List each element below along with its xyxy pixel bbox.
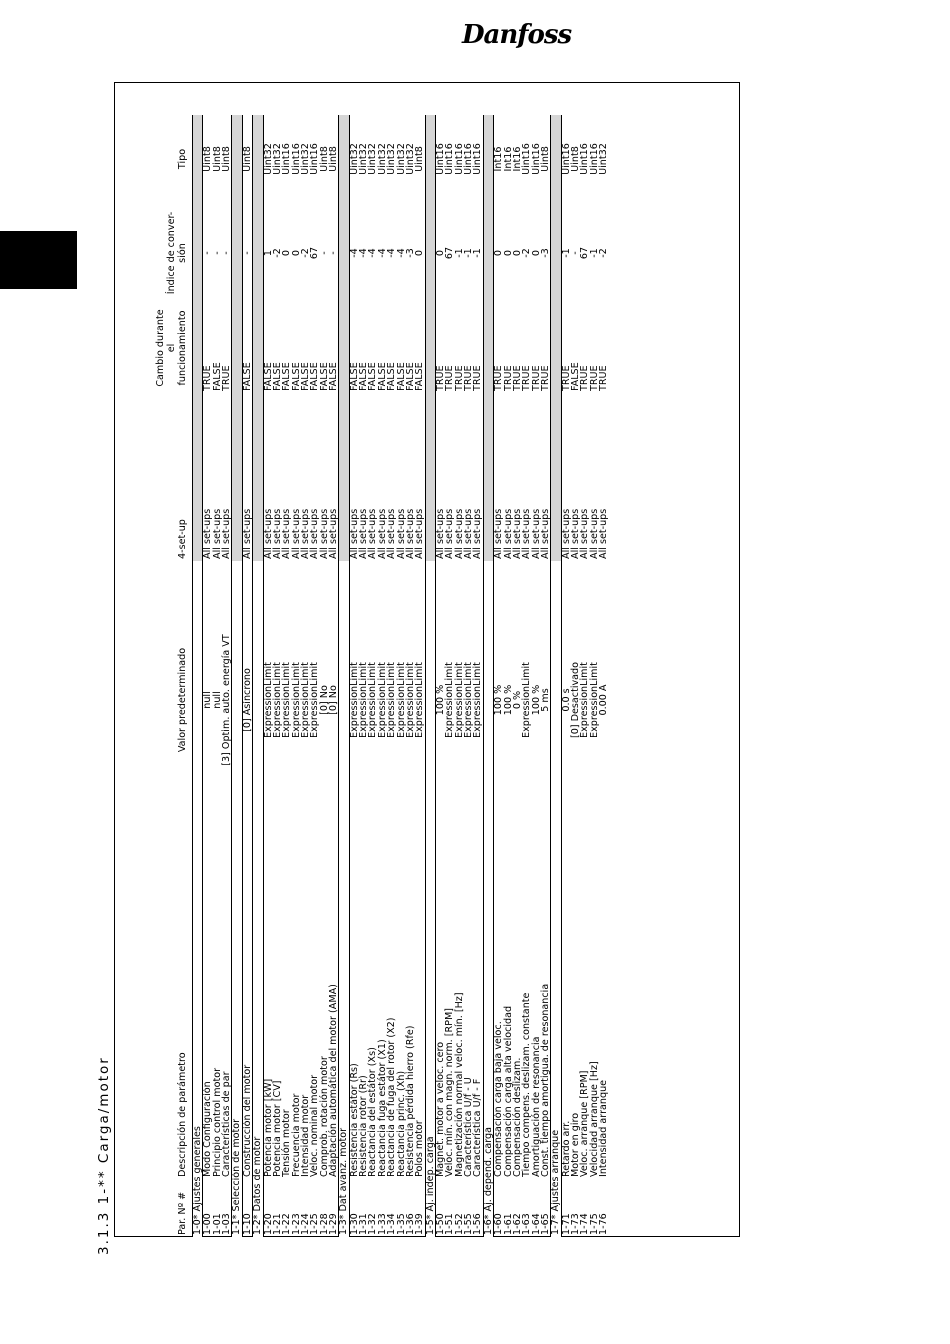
cell-type: Uint32 (358, 143, 370, 175)
cell-conv: 1 (262, 249, 274, 257)
cell-par: 1-60 (493, 1213, 505, 1235)
group-row (193, 115, 203, 1237)
table-row (222, 115, 232, 1237)
parameter-table (148, 115, 608, 1237)
cell-desc: Frecuencia motor (290, 1093, 302, 1177)
cell-change: FALSE (299, 362, 311, 391)
cell-conv: - (202, 251, 214, 255)
cell-type: Uint32 (271, 143, 283, 175)
cell-type: Uint32 (367, 143, 379, 175)
cell-type: Int16 (493, 146, 505, 172)
group-label: 1-5* Aj. indep. carga (425, 561, 435, 1237)
cell-conv: 0 (281, 249, 293, 257)
cell-conv: -4 (358, 248, 370, 258)
cell-desc: Potencia motor [CV] (271, 1080, 283, 1177)
section-title: 3.1.3 1-** Carga/motor (96, 1056, 112, 1255)
cell-change: TRUE (463, 365, 475, 391)
cell-default: 0.00 A (598, 684, 610, 716)
cell-desc: Característica U/f - F (472, 1078, 484, 1177)
cell-conv: -4 (367, 248, 379, 258)
group-row (551, 115, 561, 1237)
table-row (415, 115, 425, 1237)
cell-conv: -1 (560, 248, 572, 258)
cell-type: Uint16 (453, 143, 465, 175)
header-setups: 4-set-up (177, 519, 188, 559)
cell-default: ExpressionLimit (404, 662, 416, 738)
cell-par: 1-20 (262, 1213, 274, 1235)
group-row (253, 115, 263, 1237)
cell-type: Uint32 (404, 143, 416, 175)
table-row (599, 115, 608, 1237)
cell-conv: -4 (395, 248, 407, 258)
cell-change: TRUE (453, 365, 465, 391)
cell-par: 1-64 (530, 1213, 542, 1235)
cell-desc: Comprob. rotación motor (318, 1056, 330, 1177)
header-desc: Descripción de parámetro (177, 1052, 188, 1177)
cell-desc: Const. tiempo amortigua. de resonancia (539, 983, 551, 1177)
cell-change: FALSE (404, 362, 416, 391)
cell-par: 1-51 (444, 1213, 456, 1235)
group-shade (232, 115, 242, 561)
cell-desc: Principio control motor (211, 1067, 223, 1177)
cell-setups: All set-ups (241, 508, 253, 559)
cell-desc: Intensidad motor (299, 1094, 311, 1177)
cell-change: FALSE (318, 362, 330, 391)
cell-desc: Resistencia pérdida hierro (Rfe) (404, 1025, 416, 1177)
group-row (232, 115, 242, 1237)
cell-type: Uint8 (414, 146, 426, 172)
cell-change: FALSE (386, 362, 398, 391)
cell-type: Uint16 (463, 143, 475, 175)
cell-setups: All set-ups (539, 508, 551, 559)
cell-type: Uint16 (309, 143, 321, 175)
cell-par: 1-34 (386, 1213, 398, 1235)
cell-change: FALSE (241, 362, 253, 391)
cell-par: 1-65 (539, 1213, 551, 1235)
cell-change: TRUE (444, 365, 456, 391)
cell-conv: - (318, 251, 330, 255)
cell-type: Int16 (511, 146, 523, 172)
cell-type: Uint8 (318, 146, 330, 172)
cell-default: null (202, 691, 214, 709)
group-shade (551, 115, 561, 561)
cell-desc: Polos motor (414, 1120, 426, 1177)
cell-par: 1-23 (290, 1213, 302, 1235)
cell-change: TRUE (221, 365, 233, 391)
group-label: 1-3* Dat avanz. motor (339, 561, 349, 1237)
cell-conv: 0 (434, 249, 446, 257)
cell-conv: 0 (493, 249, 505, 257)
cell-type: Uint8 (570, 146, 582, 172)
cell-desc: Modo Configuración (202, 1081, 214, 1177)
group-label: 1-2* Datos de motor (253, 561, 263, 1237)
cell-type: Uint8 (328, 146, 340, 172)
group-shade (425, 115, 435, 561)
cell-par: 1-22 (281, 1213, 293, 1235)
cell-change: TRUE (493, 365, 505, 391)
cell-conv: -1 (463, 248, 475, 258)
cell-setups: All set-ups (502, 508, 514, 559)
cell-par: 1-35 (395, 1213, 407, 1235)
cell-conv: 67 (309, 246, 321, 260)
cell-setups: All set-ups (299, 508, 311, 559)
cell-desc: Veloc. mín. con magn. norm. [RPM] (444, 1008, 456, 1177)
cell-change: TRUE (539, 365, 551, 391)
cell-default: ExpressionLimit (444, 662, 456, 738)
cell-par: 1-63 (521, 1213, 533, 1235)
cell-conv: - (241, 251, 253, 255)
cell-default: [0] No (328, 685, 340, 715)
cell-type: Uint8 (221, 146, 233, 172)
cell-default: ExpressionLimit (521, 662, 533, 738)
header-conv: Índice de conver- sión (166, 211, 188, 295)
cell-change: TRUE (598, 365, 610, 391)
cell-desc: Magnet. motor a veloc. cero (434, 1041, 446, 1177)
cell-setups: All set-ups (202, 508, 214, 559)
cell-type: Uint16 (434, 143, 446, 175)
cell-conv: -1 (453, 248, 465, 258)
cell-default: [0] No (318, 685, 330, 715)
cell-desc: Retardo arr. (560, 1120, 572, 1177)
cell-default: ExpressionLimit (453, 662, 465, 738)
cell-default: 0 % (511, 690, 523, 710)
cell-desc: Compensación carga baja veloc. (493, 1021, 505, 1177)
cell-par: 1-31 (358, 1213, 370, 1235)
cell-type: Uint32 (348, 143, 360, 175)
group-label: 1-1* Selección de motor (232, 561, 242, 1237)
cell-setups: All set-ups (271, 508, 283, 559)
group-label: 1-7* Ajustes arranque (551, 561, 561, 1237)
header-default: Valor predeterminado (177, 647, 188, 753)
cell-setups: All set-ups (579, 508, 591, 559)
cell-default: ExpressionLimit (579, 662, 591, 738)
cell-default: ExpressionLimit (262, 662, 274, 738)
cell-setups: All set-ups (570, 508, 582, 559)
cell-setups: All set-ups (348, 508, 360, 559)
cell-par: 1-61 (502, 1213, 514, 1235)
cell-default: ExpressionLimit (309, 662, 321, 738)
cell-setups: All set-ups (493, 508, 505, 559)
cell-default: 100 % (493, 684, 505, 716)
cell-desc: Construcción del motor (241, 1064, 253, 1177)
cell-conv: -2 (271, 248, 283, 258)
cell-default: ExpressionLimit (290, 662, 302, 738)
cell-setups: All set-ups (386, 508, 398, 559)
cell-default: 5 ms (539, 688, 551, 712)
group-label: 1-0* Ajustes generales (193, 561, 203, 1237)
cell-setups: All set-ups (472, 508, 484, 559)
cell-par: 1-75 (588, 1213, 600, 1235)
header-change: Cambio durante el funcionamiento (155, 309, 188, 387)
cell-type: Uint32 (395, 143, 407, 175)
cell-setups: All set-ups (281, 508, 293, 559)
cell-conv: -1 (588, 248, 600, 258)
cell-setups: All set-ups (318, 508, 330, 559)
cell-conv: -2 (299, 248, 311, 258)
cell-conv: 0 (530, 249, 542, 257)
cell-conv: -3 (539, 248, 551, 258)
cell-change: FALSE (211, 362, 223, 391)
cell-conv: -2 (598, 248, 610, 258)
cell-change: FALSE (328, 362, 340, 391)
cell-desc: Adaptación automática del motor (AMA) (328, 984, 340, 1177)
cell-setups: All set-ups (404, 508, 416, 559)
cell-change: FALSE (271, 362, 283, 391)
cell-conv: - (570, 251, 582, 255)
cell-default: ExpressionLimit (348, 662, 360, 738)
cell-default: ExpressionLimit (376, 662, 388, 738)
header-type: Tipo (177, 148, 188, 170)
cell-conv: 0 (290, 249, 302, 257)
cell-par: 1-52 (453, 1213, 465, 1235)
cell-type: Uint16 (472, 143, 484, 175)
cell-type: Uint8 (211, 146, 223, 172)
cell-desc: Resistencia rotor (Rr) (358, 1075, 370, 1177)
group-shade (193, 115, 203, 561)
table-body (193, 115, 609, 1237)
group-shade (339, 115, 349, 561)
cell-type: Uint32 (262, 143, 274, 175)
cell-par: 1-01 (211, 1213, 223, 1235)
cell-change: TRUE (202, 365, 214, 391)
cell-change: FALSE (281, 362, 293, 391)
cell-type: Uint16 (281, 143, 293, 175)
cell-type: Uint32 (386, 143, 398, 175)
cell-par: 1-10 (241, 1213, 253, 1235)
cell-desc: Intensidad arranque (598, 1079, 610, 1177)
cell-default: 100 % (502, 684, 514, 716)
group-row (425, 115, 435, 1237)
cell-setups: All set-ups (358, 508, 370, 559)
cell-setups: All set-ups (376, 508, 388, 559)
cell-type: Uint8 (539, 146, 551, 172)
cell-conv: 0 (414, 249, 426, 257)
table-row (541, 115, 551, 1237)
cell-par: 1-03 (221, 1213, 233, 1235)
cell-par: 1-50 (434, 1213, 446, 1235)
cell-change: TRUE (472, 365, 484, 391)
cell-type: Uint16 (560, 143, 572, 175)
cell-par: 1-00 (202, 1213, 214, 1235)
cell-setups: All set-ups (290, 508, 302, 559)
cell-default: [0] Asíncrono (241, 668, 253, 732)
cell-type: Uint16 (579, 143, 591, 175)
cell-desc: Velocidad arranque [Hz] (588, 1061, 600, 1177)
cell-setups: All set-ups (444, 508, 456, 559)
cell-change: TRUE (560, 365, 572, 391)
cell-conv: - (211, 251, 223, 255)
cell-type: Uint32 (376, 143, 388, 175)
cell-default: ExpressionLimit (414, 662, 426, 738)
cell-setups: All set-ups (211, 508, 223, 559)
cell-conv: -3 (404, 248, 416, 258)
cell-desc: Potencia motor [kW] (262, 1078, 274, 1177)
cell-par: 1-73 (570, 1213, 582, 1235)
cell-change: FALSE (348, 362, 360, 391)
cell-par: 1-33 (376, 1213, 388, 1235)
cell-conv: 67 (579, 246, 591, 260)
cell-desc: Magnetización normal veloc. mín. [Hz] (453, 992, 465, 1177)
cell-change: FALSE (367, 362, 379, 391)
cell-default: [0] Desactivado (570, 661, 582, 739)
cell-change: TRUE (579, 365, 591, 391)
cell-par: 1-74 (579, 1213, 591, 1235)
table-header-row (148, 115, 193, 1237)
cell-setups: All set-ups (511, 508, 523, 559)
cell-conv: -1 (472, 248, 484, 258)
cell-conv: -2 (521, 248, 533, 258)
cell-default: ExpressionLimit (463, 662, 475, 738)
cell-desc: Reactancia fuga estátor (X1) (376, 1039, 388, 1177)
cell-type: Uint32 (299, 143, 311, 175)
cell-setups: All set-ups (598, 508, 610, 559)
cell-desc: Veloc. nominal motor (309, 1074, 321, 1177)
cell-default: 100 % (434, 684, 446, 716)
cell-par: 1-24 (299, 1213, 311, 1235)
cell-par: 1-28 (318, 1213, 330, 1235)
cell-par: 1-56 (472, 1213, 484, 1235)
cell-type: Uint8 (202, 146, 214, 172)
cell-default: ExpressionLimit (358, 662, 370, 738)
cell-type: Uint32 (598, 143, 610, 175)
cell-desc: Tensión motor (281, 1109, 293, 1177)
logo-text: Danfoss (462, 20, 572, 50)
cell-setups: All set-ups (588, 508, 600, 559)
cell-setups: All set-ups (221, 508, 233, 559)
cell-default: ExpressionLimit (271, 662, 283, 738)
table-row (473, 115, 483, 1237)
cell-change: FALSE (290, 362, 302, 391)
cell-type: Uint16 (588, 143, 600, 175)
cell-change: TRUE (588, 365, 600, 391)
chapter-tab-marker (0, 231, 77, 289)
cell-par: 1-32 (367, 1213, 379, 1235)
cell-par: 1-76 (598, 1213, 610, 1235)
cell-type: Uint16 (530, 143, 542, 175)
group-shade (483, 115, 493, 561)
cell-par: 1-21 (271, 1213, 283, 1235)
cell-desc: Característica U/f - U (463, 1077, 475, 1177)
cell-par: 1-25 (309, 1213, 321, 1235)
cell-conv: -4 (348, 248, 360, 258)
cell-setups: All set-ups (309, 508, 321, 559)
cell-setups: All set-ups (434, 508, 446, 559)
cell-setups: All set-ups (521, 508, 533, 559)
cell-change: TRUE (434, 365, 446, 391)
cell-desc: Compensación carga alta velocidad (502, 1005, 514, 1177)
cell-setups: All set-ups (262, 508, 274, 559)
cell-default: ExpressionLimit (281, 662, 293, 738)
cell-type: Uint16 (521, 143, 533, 175)
danfoss-logo (462, 14, 572, 56)
cell-default: ExpressionLimit (367, 662, 379, 738)
cell-change: TRUE (530, 365, 542, 391)
cell-setups: All set-ups (463, 508, 475, 559)
cell-conv: 0 (502, 249, 514, 257)
cell-par: 1-71 (560, 1213, 572, 1235)
cell-default: [3] Optim. auto. energía VT (221, 634, 233, 766)
cell-desc: Características de par (221, 1071, 233, 1177)
cell-conv: - (221, 251, 233, 255)
cell-default: ExpressionLimit (386, 662, 398, 738)
rotated-content (94, 95, 744, 1255)
cell-desc: Reactancia del estátor (Xs) (367, 1047, 379, 1177)
group-label: 1-6* Aj. depend. carga (483, 561, 493, 1237)
cell-conv: - (328, 251, 340, 255)
cell-par: 1-30 (348, 1213, 360, 1235)
cell-desc: Veloc. arranque [RPM] (579, 1070, 591, 1177)
cell-default: ExpressionLimit (472, 662, 484, 738)
cell-type: Uint8 (241, 146, 253, 172)
cell-desc: Compensación deslizam. (511, 1057, 523, 1177)
cell-desc: Reactancia de fuga del rotor (X2) (386, 1017, 398, 1177)
group-shade (253, 115, 263, 561)
cell-change: FALSE (414, 362, 426, 391)
header-par: Par. Nº # (177, 1191, 188, 1235)
cell-setups: All set-ups (367, 508, 379, 559)
cell-par: 1-29 (328, 1213, 340, 1235)
cell-type: Uint16 (444, 143, 456, 175)
table-row (329, 115, 339, 1237)
table-row (590, 115, 599, 1237)
cell-setups: All set-ups (530, 508, 542, 559)
cell-change: FALSE (570, 362, 582, 391)
cell-change: FALSE (309, 362, 321, 391)
cell-desc: Amortiguación de resonancia (530, 1036, 542, 1177)
cell-change: TRUE (511, 365, 523, 391)
cell-desc: Resistencia estátor (Rs) (348, 1063, 360, 1177)
cell-change: FALSE (395, 362, 407, 391)
cell-change: FALSE (358, 362, 370, 391)
cell-par: 1-62 (511, 1213, 523, 1235)
cell-change: TRUE (502, 365, 514, 391)
cell-desc: Motor en giro (570, 1112, 582, 1177)
cell-default: 100 % (530, 684, 542, 716)
table-row (242, 115, 252, 1237)
cell-setups: All set-ups (560, 508, 572, 559)
cell-conv: -4 (376, 248, 388, 258)
cell-setups: All set-ups (414, 508, 426, 559)
cell-type: Int16 (502, 146, 514, 172)
cell-change: TRUE (521, 365, 533, 391)
cell-default: ExpressionLimit (299, 662, 311, 738)
cell-desc: Reactancia princ. (Xh) (395, 1070, 407, 1177)
cell-change: FALSE (376, 362, 388, 391)
cell-conv: 0 (511, 249, 523, 257)
cell-setups: All set-ups (453, 508, 465, 559)
cell-setups: All set-ups (395, 508, 407, 559)
cell-conv: 67 (444, 246, 456, 260)
cell-change: FALSE (262, 362, 274, 391)
cell-par: 1-55 (463, 1213, 475, 1235)
cell-default: ExpressionLimit (395, 662, 407, 738)
cell-type: Uint16 (290, 143, 302, 175)
cell-setups: All set-ups (328, 508, 340, 559)
cell-desc: Tiempo compens. deslizam. constante (521, 992, 533, 1177)
group-row (339, 115, 349, 1237)
cell-default: ExpressionLimit (588, 662, 600, 738)
cell-conv: -4 (386, 248, 398, 258)
cell-par: 1-39 (414, 1213, 426, 1235)
cell-default: null (211, 691, 223, 709)
cell-par: 1-36 (404, 1213, 416, 1235)
cell-default: 0.0 s (560, 688, 572, 712)
